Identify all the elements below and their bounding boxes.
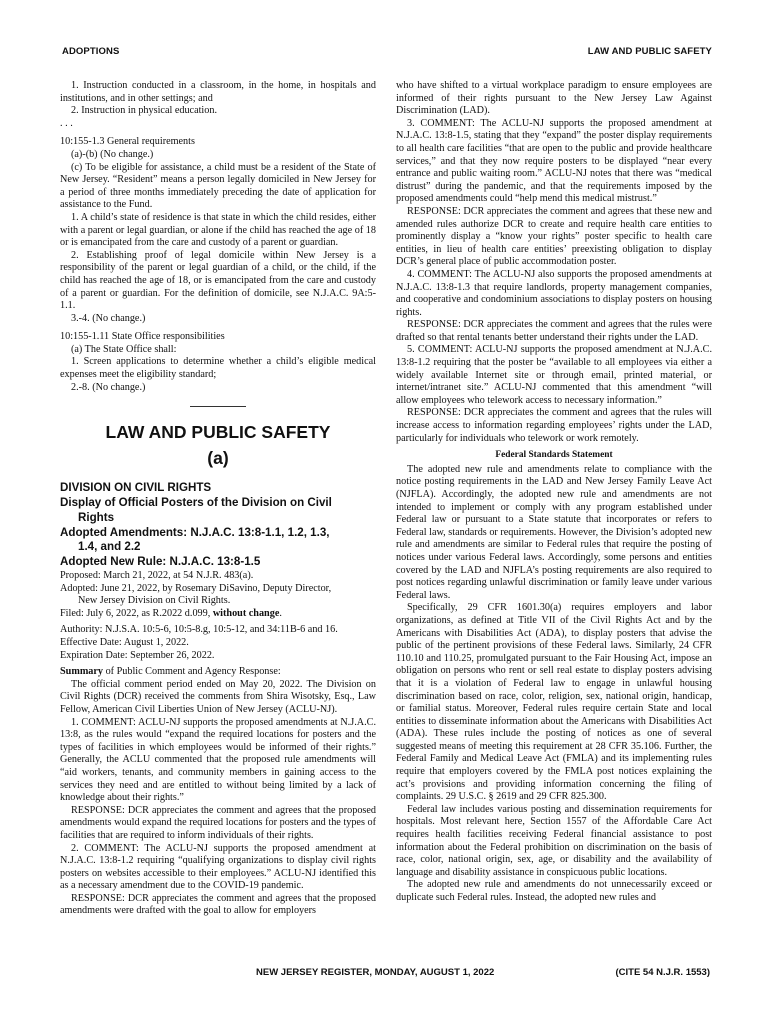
running-header-left: ADOPTIONS: [62, 46, 120, 57]
response: RESPONSE: DCR appreciates the comment and agrees that these new and amended rules authorize DCR to create and require health care entities to prominently display a “know your rights” poster specific to health care entities, in lieu of health care entities’ preexisting obligation to display DCR’s general place of public accommodation poster.: [396, 205, 712, 268]
ellipsis: . . .: [60, 117, 73, 129]
paragraph: 2. Establishing proof of legal domicile within New Jersey is a responsibility of the parent or legal guardian of a child, or the child, if the child has reached the age of 18, or is emancipated from the care and custody of a parent or guardian. For the definition of domicile, see N.J.A.C. 9A:5-1.1.: [60, 249, 376, 312]
comment: 4. COMMENT: The ACLU-NJ also supports the proposed amendments at N.J.A.C. 13:8-1.3 that require landlords, property management companies, and cooperative and condominium associations to display posters on housing rights.: [396, 268, 712, 318]
comment: 2. COMMENT: The ACLU-NJ supports the proposed amendment at N.J.A.C. 13:8-1.2 requiring “qualifying organizations to display civil rights posters on websites accessible to their employees.” ACLU-NJ identified this as a necessary amendment due to the COVID-19 pandemic.: [60, 842, 376, 892]
paragraph: 2.-8. (No change.): [71, 381, 146, 393]
comment: 1. COMMENT: ACLU-NJ supports the proposed amendments at N.J.A.C. 13:8, as the rules would “expand the required locations for posters and the types of facilities in which employees would be informed of their rights.” Generally, the ACLU commented that the proposed rule amendments will “aid workers, tenants, and community members in gaining access to the services they need and are entitled to without being limited by a lack of knowledge about their rights.”: [60, 716, 376, 804]
paragraph: Federal law includes various posting and dissemination requirements for hospitals. Most relevant here, Section 1557 of the Affordable Care Act requires health facilities receiving Federal financial assistance to post information about the Federal prohibition on discrimination on the basis of race, color, national origin, sex, age, or disability and the availability of language and disability assistance in conspicuous public locations.: [396, 803, 712, 878]
running-header-right: LAW AND PUBLIC SAFETY: [587, 46, 712, 57]
paragraph: 1. A child’s state of residence is that state in which the child resides, either with a parent or legal guardian, or alone if the child has reached the age of 18 or is emancipated from the care and custody of a parent or guardian.: [60, 211, 376, 249]
comment: 5. COMMENT: ACLU-NJ supports the proposed amendment at N.J.A.C. 13:8-1.2 requiring that the poster be “available to all employees via either a widely available Internet site or through email, printed material, or internet/intranet site.” ACLU-NJ commented that this amendment “will allow employees who telework access to necessary information.”: [396, 344, 712, 406]
adopted-line: Adopted: June 21, 2022, by Rosemary DiSavino, Deputy Director, New Jersey Division on Civil Rights.: [60, 582, 332, 607]
notice-letter: (a): [207, 448, 229, 469]
paragraph: 3.-4. (No change.): [71, 312, 146, 324]
paragraph: who have shifted to a virtual workplace paradigm to ensure employees are informed of their rights pursuant to the New Jersey Law Against Discrimination (LAD).: [396, 80, 712, 117]
filed-line: Filed: July 6, 2022, as R.2022 d.099, without change.: [60, 607, 282, 619]
paragraph: The adopted new rule and amendments do not unnecessarily exceed or duplicate such Federal rules. Instead, the adopted new rules and: [396, 879, 712, 903]
response: RESPONSE: DCR appreciates the comment and agrees that the proposed amendments were drafted with the goal to allow for employers: [60, 892, 376, 917]
section-divider: [190, 406, 246, 407]
proposed-line: Proposed: March 21, 2022, at 54 N.J.R. 483(a).: [60, 570, 254, 582]
section-heading: 10:155-1.3 General requirements: [60, 136, 195, 148]
paragraph: 1. Screen applications to determine whether a child’s eligible medical expenses meet the eligibility standard;: [60, 356, 376, 381]
federal-standards-heading: Federal Standards Statement: [495, 450, 613, 461]
paragraph: (a)-(b) (No change.): [71, 148, 154, 160]
paragraph: (c) To be eligible for assistance, a child must be a resident of the State of New Jersey. “Resident” means a person legally domiciled in New Jersey for a period of three months immediately preceding the date of application for assistance to the Fund.: [60, 161, 376, 211]
footer-cite: (CITE 54 N.J.R. 1553): [615, 967, 710, 978]
summary-heading: Summary of Public Comment and Agency Response:: [60, 666, 281, 678]
division-heading: DIVISION ON CIVIL RIGHTS: [60, 481, 212, 495]
right-column: [396, 80, 712, 905]
response: RESPONSE: DCR appreciates the comment and agrees that the rules were drafted so that rental tenants better understand their rights under the LAD.: [396, 319, 712, 343]
response: RESPONSE: DCR appreciates the comment and agrees that the proposed amendments would expand the required locations for posters and the types of facilities that are required to inform individuals of their rights.: [60, 804, 376, 841]
footer-register: NEW JERSEY REGISTER, MONDAY, AUGUST 1, 2022: [256, 967, 495, 978]
adopted-amendments-heading: Adopted Amendments: N.J.A.C. 13:8-1.1, 1.2, 1.3, 1.4, and 2.2: [60, 525, 330, 554]
paragraph: 2. Instruction in physical education.: [71, 105, 217, 117]
section-heading: 10:155-1.11 State Office responsibilities: [60, 331, 225, 343]
expiration-date: Expiration Date: September 26, 2022.: [60, 649, 215, 661]
paragraph: 1. Instruction conducted in a classroom, in the home, in hospitals and institutions, and in other settings; and: [60, 80, 376, 104]
paragraph: The official comment period ended on May 20, 2022. The Division on Civil Rights (DCR) received the comments from Shira Wisotsky, Esq., Law Fellow, American Civil Liberties Union of New Jersey (ACLU-NJ).: [60, 678, 376, 715]
paragraph: Specifically, 29 CFR 1601.30(a) requires employers and labor organizations, as defined at Title VII of the Civil Rights Act and by the Americans with Disabilities Act (ADA), to display posters that advise the public of the pertinent provisions of these Federal laws. Similarly, 24 CFR 110.10 and 110.25, promulgated pursuant to the Fair Housing Act, impose an obligation on persons who rent or sell real estate to display posters advising that it is a violation of Federal law to engage in unlawful housing discrimination based on race, color, religion, sex, national origin, handicap, or familial status. Moreover, Federal rules require certain State and local entities to disseminate information about the Americans with Disabilities Act (ADA). These rules include the posting of notices as one of several suggested means of meeting this requirement at 28 CFR 35.106. Further, the Federal Family and Medical Leave Act (FMLA) and its implementing rules require that employers covered by the FMLA post notices explaining the act’s provisions and providing information concerning the filing of complaints. 29 U.S.C. § 2619 and 29 CFR 825.300.: [396, 602, 712, 803]
agency-title: LAW AND PUBLIC SAFETY: [105, 422, 331, 443]
adopted-new-rule-heading: Adopted New Rule: N.J.A.C. 13:8-1.5: [60, 555, 261, 569]
rule-title: Display of Official Posters of the Division on Civil Rights: [60, 496, 332, 524]
comment: 3. COMMENT: The ACLU-NJ supports the proposed amendment at N.J.A.C. 13:8-1.5, stating that they “expand” the poster display requirements to all health care facilities “that are open to the public and provide healthcare services,” and that they now require posters to be displayed “near every entrance and public waiting room.” ACLU-NJ notes that there was “medical distrust” during the pandemic, and that the requirements imposed by the proposed amendments could “help mend this medical mistrust.”: [396, 117, 712, 205]
effective-date: Effective Date: August 1, 2022.: [60, 637, 189, 648]
left-column: [60, 80, 376, 918]
response: RESPONSE: DCR appreciates the comment and agrees that the rules will increase access to information regarding employees’ rights under the LAD, particularly for individuals who telework or work remotely.: [396, 407, 712, 444]
paragraph: (a) The State Office shall:: [71, 343, 177, 355]
paragraph: The adopted new rule and amendments relate to compliance with the notice posting requirements in the LAD and New Jersey Family Leave Act (NJFLA). Accordingly, the adopted new rule and amendments are not intended to implement or comply with any program established under Federal law or pursuant to a State statute that incorporates or refers to Federal law, standards or requirements. However, the Division’s adopted new rule and amendments are similar to Federal rules that require the posting of notices under various Federal laws. Accordingly, some persons and entities covered by the LAD and NJFLA’s posting requirements are also required to post notices regarding unlawful discrimination or family leave under various Federal laws.: [396, 463, 712, 601]
authority-line: Authority: N.J.S.A. 10:5-6, 10:5-8.g, 10:5-12, and 34:11B-6 and 16.: [60, 624, 338, 636]
